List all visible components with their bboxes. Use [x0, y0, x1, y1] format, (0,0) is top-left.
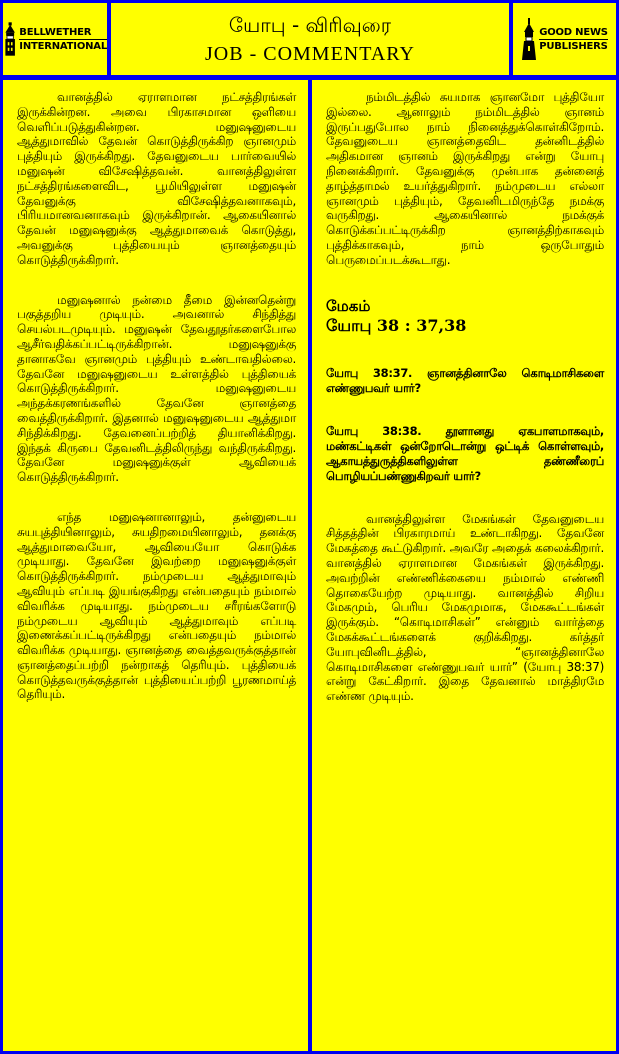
logo-left-line1: BELLWETHER [19, 26, 107, 40]
logo-right-text [539, 26, 608, 53]
right-intro-paragraph: நம்மிடத்தில் சுயமாக ஞானமோ புத்தியோ இல்லை. ஆனாலும் நம்மிடத்தில் ஞானம் இருப்பதுபோல நாம் நினைத்துக்கொள்கிறோம். தேவனுடைய ஞானத்தைவிட தன்னிடத்தில் அதிகமான ஞானம் இருக்கிறது என்று யோபு நினைக்கிறார். தேவனுக்கு முன்பாக தன்னைத் தாழ்த்தாமல் உயர்த்துகிறார். நம்முடைய எல்லா ஞானமும் புத்தியும், தேவனிடமிருந்தே நமக்கு வருகிறது. ஆகையினால் நமக்குக் கொடுக்கப்பட்டிருக்கிற ஞானத்திற்காகவும் புத்திக்காகவும், நாம் ஒருபோதும் பெருமைப்படக்கூடாது. [326, 90, 604, 267]
page-title-tamil: யோபு - விரிவுரை [228, 13, 392, 37]
left-paragraph-1: வானத்தில் ஏராளமான நட்சத்திரங்கள் இருக்கின்றன. அவை பிரகாசமான ஒளியை வெளிப்படுத்துகின்றன. மனுஷனுடைய ஆத்துமாவில் தேவன் கொடுத்திருக்கிற ஞானமும் புத்தியும் இருக்கிறது. தேவனுடைய பார்வையில் மனுஷன் விசேஷித்தவன். வானத்திலுள்ள நட்சத்திரங்களைவிட, பூமியிலுள்ள மனுஷன் தேவனுக்கு விசேஷித்தவனாகவும், பிரியமானவனாகவும் இருக்கிறான். ஆகையினால் தேவன் மனுஷனுக்கு ஆத்துமாவைக் கொடுத்து, அவனுக்கு புத்தியையும் ஞானத்தையும் கொடுத்திருக்கிறார். [17, 90, 296, 267]
right-body-paragraph: வானத்திலுள்ள மேகங்கள் தேவனுடைய சித்தத்தின் பிரகாரமாய் உண்டாகிறது. தேவனே மேகத்தை கூட்டுகிறார். அவரே அதைக் கலைக்கிறார். வானத்தில் ஏராளமான மேகங்கள் இருக்கிறது. அவற்றின் எண்ணிக்கையை நம்மால் எண்ணி தொகையேற்ற முடியாது. வானத்தில் சிறிய மேகமும், பெரிய மேகமுமாக, மேககூட்டங்கள் இருக்கும். “கொடிமாசிகள்” என்னும் வார்த்தை மேகக்கூட்டங்களைக் குறிக்கிறது. கர்த்தர் யோபுவினிடத்தில், “ஞானத்தினாலே கொடிமாசிகளை எண்ணுபவர் யார்” (யோபு 38:37) என்று கேட்கிறார். இதை தேவனால் மாத்திரமே எண்ண முடியும். [326, 511, 604, 704]
logo-right-line1: GOOD NEWS [539, 26, 608, 38]
page-title-english: JOB - COMMENTARY [205, 43, 415, 65]
tower-icon [521, 18, 537, 60]
left-paragraph-2: மனுஷனால் நன்மை தீமை இன்னதென்று பகுத்தறிய முடியும். அவனால் சிந்தித்து செயல்படமுடியும். மனுஷன் தேவதூதர்களைபோல ஆசீர்வதிக்கப்பட்டிருக்கிறான். மனுஷனுக்கு தானாகவே ஞானமும் புத்தியும் உண்டாவதில்லை. தேவனே மனுஷனுடைய உள்ளத்தில் புத்தியைக் கொடுத்திருக்கிறார். மனுஷனுடைய அந்தக்கரணங்களில் தேவனே ஞானத்தை வைத்திருக்கிறார். இதனால் மனுஷனுடைய ஆத்துமா சிந்திக்கிறது. தேவனைப்பற்றித் தியானிக்கிறது. இந்தக் கிருபை தேவனிடத்திலிருந்து வந்திருக்கிறது. தேவனே மனுஷனுக்குள் ஆவியைக் கொடுத்திருக்கிறார். [17, 292, 296, 485]
verse-38-38: யோபு 38:38. தூளானது ஏகபாளமாகவும், மண்கட்டிகள் ஒன்றோடொன்று ஒட்டிக் கொள்ளவும், ஆகாயத்துருத்திகளிலுள்ள தண்ணீரைப் பொழியப்பண்ணுகிறவர் யார்? [326, 423, 604, 483]
section-title: மேகம் [326, 296, 371, 315]
section-reference: யோபு 38 : 37,38 [326, 315, 467, 335]
right-column [312, 80, 616, 1051]
left-paragraph-3: எந்த மனுஷனானாலும், தன்னுடைய சுயபுத்தியினாலும், சுயதிறமையினாலும், தனக்கு ஆத்துமாவையோ, ஆவியையோ கொடுக்க முடியாது. தேவனே இவற்றை மனுஷனுக்குள் கொடுத்திருக்கிறார். நம்முடைய ஆத்துமாவும் ஆவியும் எப்படி இயங்குகிறது என்பதையும் நம்மால் விவரிக்க முடியாது. நம்முடைய சரீரங்களோடு நம்முடைய ஆவியும் ஆத்துமாவும் எப்படி இணைக்கப்பட்டிருக்கிறது என்பதையும் நம்மால் விவரிக்க முடியாது. ஞானத்தை வைத்தவருக்குத்தான் ஞானத்தைப்பற்றி நன்றாகத் தெரியும். புத்தியைக் கொடுத்தவருக்குத்தான் புத்தியைப்பற்றி பூரணமாய்த் தெரியும். [17, 509, 296, 702]
title-panel [111, 3, 509, 75]
verse-38-37: யோபு 38:37. ஞானத்தினாலே கொடிமாசிகளை எண்ணுபவர் யார்? [326, 365, 604, 395]
logo-left-panel [3, 3, 107, 75]
logo-right-panel [513, 3, 616, 75]
logo-right-line2: PUBLISHERS [539, 40, 608, 52]
logo-left-text [19, 26, 107, 53]
logo-left-line2: INTERNATIONAL [19, 40, 107, 52]
bell-tower-icon [3, 18, 17, 60]
left-column [3, 80, 308, 1051]
